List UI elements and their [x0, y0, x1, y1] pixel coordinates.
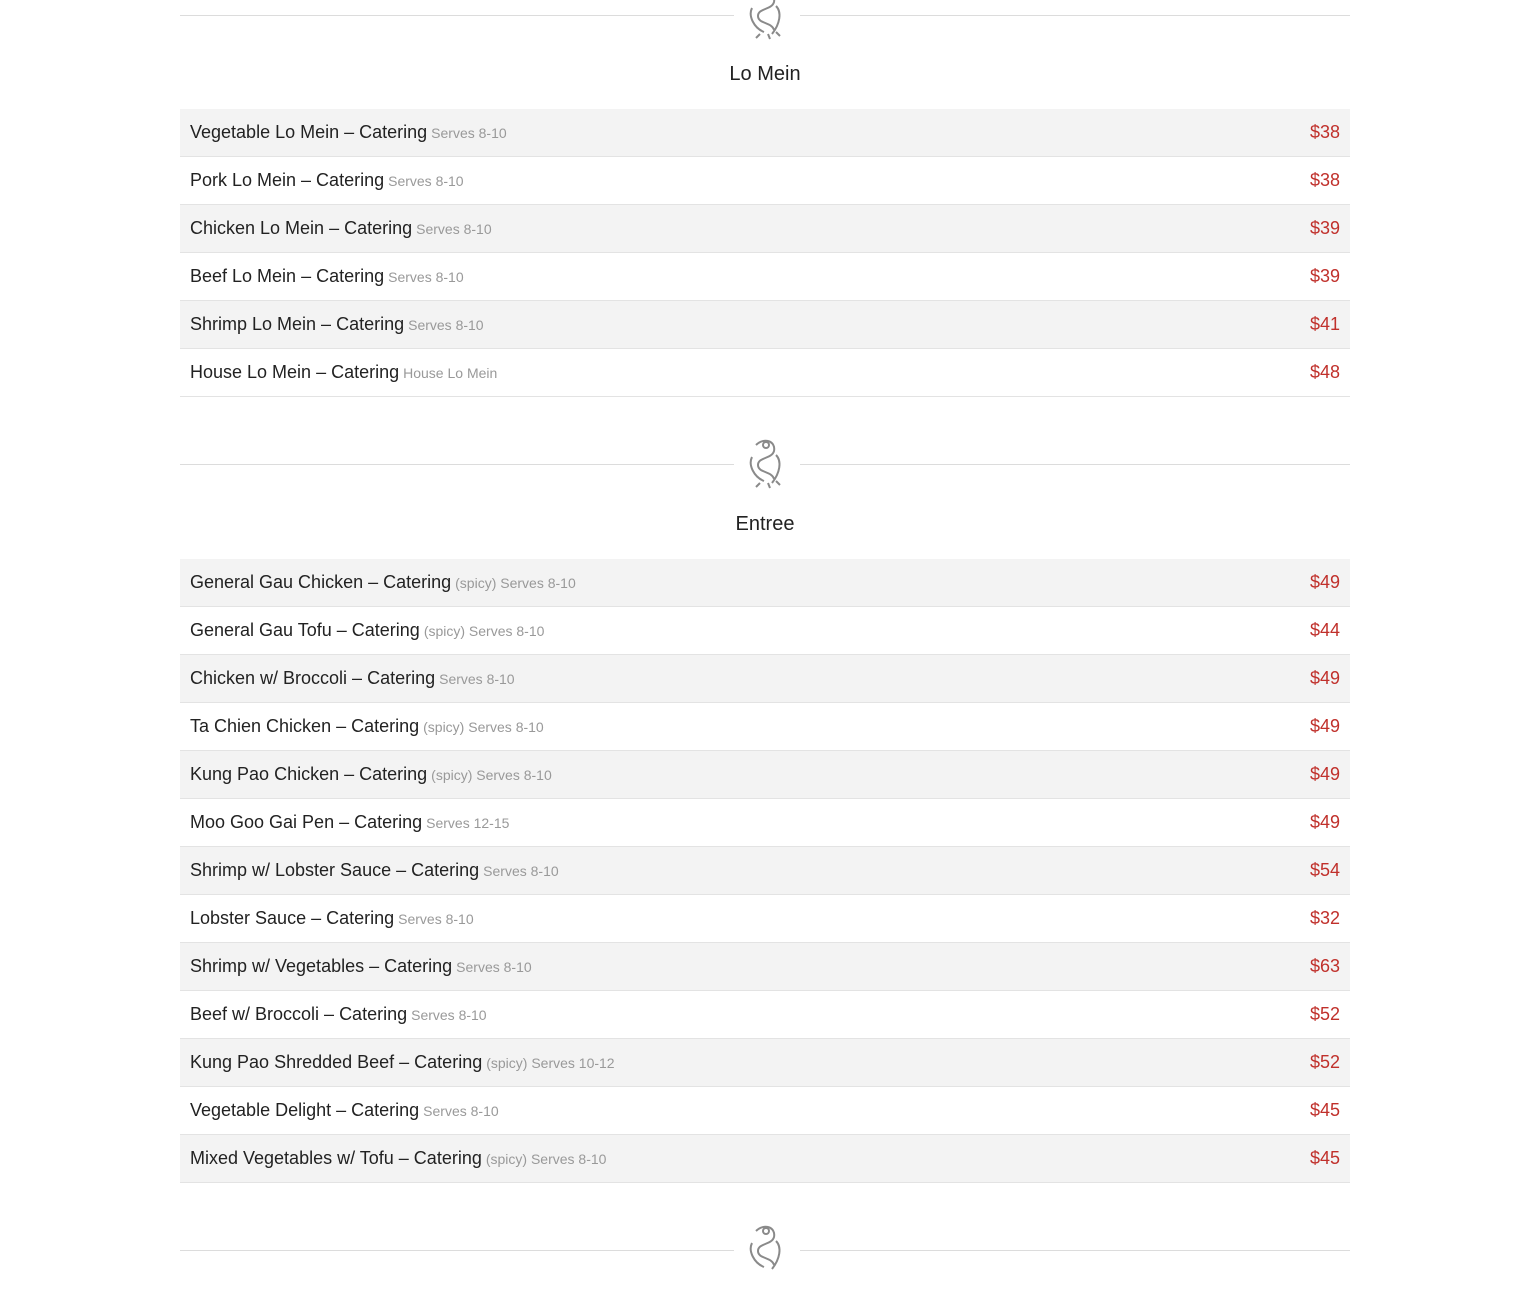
menu-item-price: $63 — [1309, 956, 1340, 976]
menu-item-name: Shrimp w/ Lobster Sauce – Catering — [190, 860, 480, 880]
menu-item-price: $45 — [1309, 1100, 1340, 1120]
section-entree — [180, 509, 1350, 1183]
menu-item-note: Serves 8-10 — [398, 910, 474, 927]
menu-item-name: Beef w/ Broccoli – Catering — [190, 1004, 408, 1024]
menu-item-note: (spicy) Serves 8-10 — [423, 718, 544, 735]
menu-item-price: $38 — [1309, 170, 1340, 190]
section-divider — [180, 1243, 1350, 1303]
menu-item-name: Chicken w/ Broccoli – Catering — [190, 668, 436, 688]
menu-item-row[interactable] — [180, 349, 1350, 397]
menu-item-note: Serves 8-10 — [416, 220, 492, 237]
menu-item-row[interactable] — [180, 607, 1350, 655]
menu-item-price: $39 — [1309, 266, 1340, 286]
menu-list — [180, 559, 1350, 1183]
menu-item-row[interactable] — [180, 703, 1350, 751]
menu-item-price: $32 — [1309, 908, 1340, 928]
menu-item-price: $41 — [1309, 314, 1340, 334]
menu-item-name: Shrimp Lo Mein – Catering — [190, 314, 405, 334]
menu-item-row[interactable] — [180, 1087, 1350, 1135]
menu-item-note: Serves 8-10 — [408, 316, 484, 333]
menu-item-row[interactable] — [180, 109, 1350, 157]
menu-item-price: $49 — [1309, 572, 1340, 592]
menu-item-price: $49 — [1309, 716, 1340, 736]
menu-item-name: Moo Goo Gai Pen – Catering — [190, 812, 423, 832]
menu-item-row[interactable] — [180, 253, 1350, 301]
menu-item-note: Serves 8-10 — [483, 862, 559, 879]
menu-item-name: Chicken Lo Mein – Catering — [190, 218, 413, 238]
menu-item-price: $45 — [1309, 1148, 1340, 1168]
menu-item-row[interactable] — [180, 943, 1350, 991]
menu-item-name: House Lo Mein – Catering — [190, 362, 400, 382]
menu-item-row[interactable] — [180, 1135, 1350, 1183]
menu-item-note: Serves 8-10 — [456, 958, 532, 975]
menu-item-price: $39 — [1309, 218, 1340, 238]
menu-item-row[interactable] — [180, 847, 1350, 895]
menu-item-price: $54 — [1309, 860, 1340, 880]
menu-item-row[interactable] — [180, 205, 1350, 253]
menu-list — [180, 109, 1350, 397]
menu-item-note: Serves 8-10 — [411, 1006, 487, 1023]
menu-item-row[interactable] — [180, 895, 1350, 943]
menu-item-price: $48 — [1309, 362, 1340, 382]
menu-item-row[interactable] — [180, 1039, 1350, 1087]
menu-item-note: (spicy) Serves 8-10 — [431, 766, 552, 783]
menu-item-row[interactable] — [180, 655, 1350, 703]
menu-item-name: Ta Chien Chicken – Catering — [190, 716, 420, 736]
menu-item-note: Serves 12-15 — [426, 814, 510, 831]
menu-item-name: Mixed Vegetables w/ Tofu – Catering — [190, 1148, 482, 1168]
menu-item-note: Serves 8-10 — [388, 172, 464, 189]
menu-item-price: $38 — [1309, 122, 1340, 142]
menu-item-row[interactable] — [180, 799, 1350, 847]
menu-item-note: Serves 8-10 — [439, 670, 515, 687]
menu-page — [180, 0, 1350, 1303]
menu-item-name: Pork Lo Mein – Catering — [190, 170, 385, 190]
dragon-emblem-icon — [736, 433, 794, 491]
menu-item-name: General Gau Tofu – Catering — [190, 620, 420, 640]
section-divider — [180, 457, 1350, 517]
menu-item-price: $52 — [1309, 1004, 1340, 1024]
menu-item-name: Kung Pao Shredded Beef – Catering — [190, 1052, 483, 1072]
menu-item-name: General Gau Chicken – Catering — [190, 572, 452, 592]
menu-item-row[interactable] — [180, 991, 1350, 1039]
menu-item-note: (spicy) Serves 8-10 — [485, 1150, 607, 1167]
menu-item-name: Vegetable Delight – Catering — [190, 1100, 420, 1120]
section-title: Lo Mein — [729, 63, 801, 85]
menu-item-row[interactable] — [180, 751, 1350, 799]
section-title: Entree — [735, 513, 795, 535]
section-lo-mein — [180, 59, 1350, 397]
menu-item-note: Serves 8-10 — [423, 1102, 499, 1119]
menu-item-price: $49 — [1309, 764, 1340, 784]
menu-item-row[interactable] — [180, 157, 1350, 205]
menu-item-row[interactable] — [180, 559, 1350, 607]
menu-item-note: (spicy) Serves 8-10 — [455, 574, 576, 591]
section-divider — [180, 0, 1350, 60]
menu-item-note: Serves 8-10 — [431, 124, 507, 141]
menu-item-row[interactable] — [180, 301, 1350, 349]
menu-item-note: House Lo Mein — [403, 364, 498, 381]
menu-item-note: (spicy) Serves 10-12 — [486, 1054, 615, 1071]
menu-item-price: $49 — [1309, 812, 1340, 832]
menu-item-note: Serves 8-10 — [388, 268, 464, 285]
dragon-emblem-icon — [736, 1219, 794, 1277]
menu-item-price: $52 — [1309, 1052, 1340, 1072]
menu-item-name: Beef Lo Mein – Catering — [190, 266, 385, 286]
menu-item-price: $44 — [1309, 620, 1340, 640]
dragon-emblem-icon — [736, 0, 794, 42]
menu-item-name: Shrimp w/ Vegetables – Catering — [190, 956, 453, 976]
menu-item-price: $49 — [1309, 668, 1340, 688]
menu-item-note: (spicy) Serves 8-10 — [423, 622, 545, 639]
menu-item-name: Vegetable Lo Mein – Catering — [190, 122, 428, 142]
menu-item-name: Kung Pao Chicken – Catering — [190, 764, 428, 784]
menu-item-name: Lobster Sauce – Catering — [190, 908, 395, 928]
